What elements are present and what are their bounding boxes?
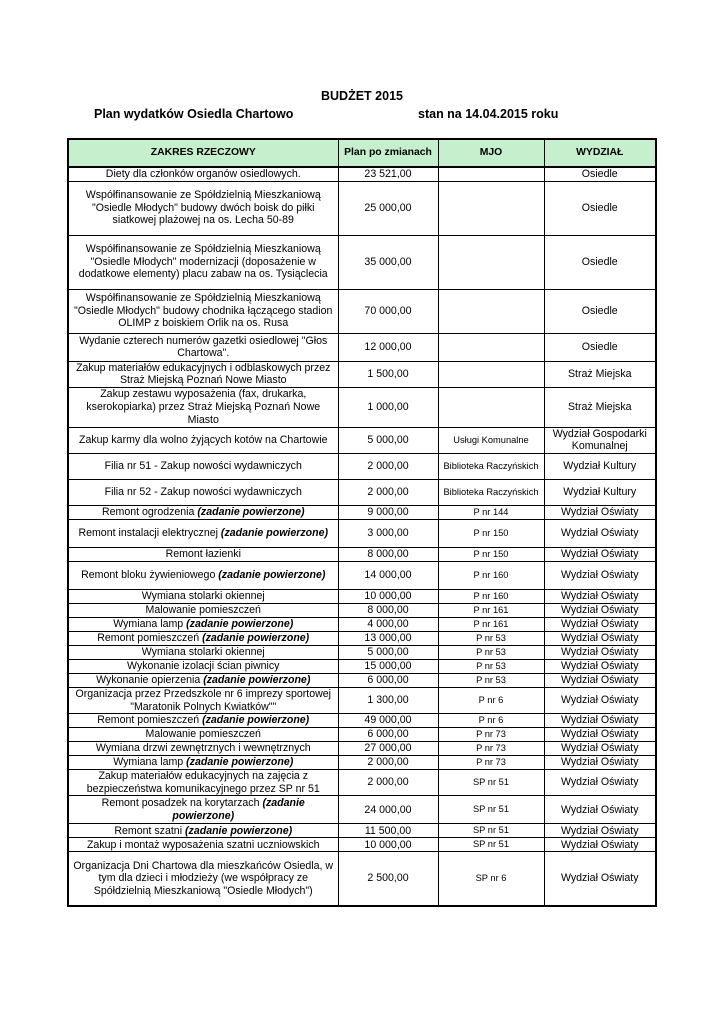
cell-scope <box>68 645 338 659</box>
cell-scope <box>68 589 338 603</box>
cell-scope <box>68 756 338 770</box>
cell-department: Wydział Oświaty <box>544 796 656 824</box>
cell-department: Wydział Gospodarki Komunalnej <box>544 427 656 453</box>
scope-note: (zadanie powierzone) <box>218 569 326 582</box>
table-row <box>68 673 656 687</box>
table-row <box>68 631 656 645</box>
table-row <box>68 756 656 770</box>
table-row <box>68 824 656 838</box>
cell-mjo: P nr 53 <box>438 673 544 687</box>
cell-department: Osiedle <box>544 289 656 333</box>
table-row <box>68 387 656 427</box>
cell-scope <box>68 617 338 631</box>
cell-mjo: P nr 161 <box>438 603 544 617</box>
table-row <box>68 235 656 289</box>
table-row <box>68 361 656 387</box>
cell-scope <box>68 742 338 756</box>
cell-department: Wydział Oświaty <box>544 824 656 838</box>
scope-text: Malowanie pomieszczeń <box>145 604 261 617</box>
cell-mjo: P nr 73 <box>438 728 544 742</box>
cell-plan-amount: 2 500,00 <box>338 852 438 906</box>
cell-scope <box>68 603 338 617</box>
cell-department: Wydział Oświaty <box>544 505 656 519</box>
cell-mjo: P nr 6 <box>438 714 544 728</box>
cell-scope <box>68 561 338 589</box>
cell-scope <box>68 631 338 645</box>
scope-note: (zadanie powierzone) <box>186 618 294 631</box>
cell-department: Wydział Oświaty <box>544 547 656 561</box>
cell-department: Wydział Oświaty <box>544 728 656 742</box>
cell-scope <box>68 852 338 906</box>
cell-scope <box>68 519 338 547</box>
scope-text: Remont instalacji elektrycznej <box>78 527 221 540</box>
table-row <box>68 770 656 796</box>
scope-note: (zadanie powierzone) <box>186 756 294 769</box>
scope-text: Wykonanie opierzenia <box>96 674 204 687</box>
cell-department: Wydział Oświaty <box>544 589 656 603</box>
cell-department: Osiedle <box>544 167 656 181</box>
cell-department: Osiedle <box>544 333 656 361</box>
cell-plan-amount: 11 500,00 <box>338 824 438 838</box>
cell-mjo: P nr 150 <box>438 547 544 561</box>
cell-scope <box>68 235 338 289</box>
cell-scope <box>68 167 338 181</box>
cell-mjo: P nr 160 <box>438 589 544 603</box>
budget-table <box>67 138 657 907</box>
cell-mjo: SP nr 6 <box>438 852 544 906</box>
cell-department: Osiedle <box>544 235 656 289</box>
scope-text: Wymiana lamp <box>113 756 187 769</box>
cell-plan-amount: 1 000,00 <box>338 387 438 427</box>
cell-scope <box>68 387 338 427</box>
scope-note: (zadanie powierzone) <box>185 824 293 837</box>
cell-plan-amount: 27 000,00 <box>338 742 438 756</box>
cell-plan-amount: 4 000,00 <box>338 617 438 631</box>
table-row <box>68 289 656 333</box>
column-header-department: WYDZIAŁ <box>544 139 656 167</box>
column-header-mjo: MJO <box>438 139 544 167</box>
cell-scope <box>68 333 338 361</box>
cell-plan-amount: 70 000,00 <box>338 289 438 333</box>
cell-mjo <box>438 289 544 333</box>
cell-department: Straż Miejska <box>544 361 656 387</box>
cell-plan-amount: 25 000,00 <box>338 181 438 235</box>
cell-plan-amount: 24 000,00 <box>338 796 438 824</box>
table-header-row <box>68 139 656 167</box>
cell-plan-amount: 2 000,00 <box>338 756 438 770</box>
cell-department: Straż Miejska <box>544 387 656 427</box>
cell-scope <box>68 673 338 687</box>
cell-mjo: P nr 53 <box>438 645 544 659</box>
cell-mjo <box>438 361 544 387</box>
table-row <box>68 181 656 235</box>
cell-plan-amount: 5 000,00 <box>338 427 438 453</box>
cell-mjo <box>438 235 544 289</box>
cell-scope <box>68 505 338 519</box>
scope-note: (zadanie powierzone) <box>202 714 310 727</box>
cell-plan-amount: 8 000,00 <box>338 547 438 561</box>
page-title: BUDŻET 2015 <box>321 89 403 103</box>
scope-text: Zakup materiałów edukacyjnych i odblaskowych przez Straż Miejską Poznań Nowe Miasto <box>76 361 331 387</box>
column-header-plan: Plan po zmianach <box>338 139 438 167</box>
cell-department: Wydział Oświaty <box>544 838 656 852</box>
cell-plan-amount: 1 500,00 <box>338 361 438 387</box>
cell-mjo: P nr 160 <box>438 561 544 589</box>
scope-text: Remont pomieszczeń <box>97 714 203 727</box>
table-row <box>68 659 656 673</box>
cell-plan-amount: 2 000,00 <box>338 479 438 505</box>
scope-text: Wymiana drzwi zewnętrznych i wewnętrznych <box>95 742 311 755</box>
column-header-scope: ZAKRES RZECZOWY <box>68 139 338 167</box>
scope-text: Remont posadzek na korytarzach <box>101 797 263 810</box>
scope-text: Remont szatni <box>114 824 185 837</box>
scope-text: Remont ogrodzenia <box>101 506 198 519</box>
scope-text: Zakup materiałów edukacyjnych na zajęcia z bezpieczeństwa komunikacyjnego przez SP nr 51 <box>86 770 320 795</box>
cell-department: Wydział Oświaty <box>544 770 656 796</box>
cell-mjo: P nr 53 <box>438 631 544 645</box>
scope-text: Wymiana stolarki okiennej <box>141 646 265 659</box>
cell-plan-amount: 6 000,00 <box>338 728 438 742</box>
cell-plan-amount: 12 000,00 <box>338 333 438 361</box>
scope-text: Wymiana lamp <box>113 618 187 631</box>
scope-text: Wykonanie izolacji ścian piwnicy <box>127 660 280 673</box>
cell-plan-amount: 6 000,00 <box>338 673 438 687</box>
cell-scope <box>68 714 338 728</box>
scope-text: Zakup karmy dla wolno żyjących kotów na Chartowie <box>79 434 328 447</box>
scope-text: Remont bloku żywieniowego <box>81 569 219 582</box>
scope-text: Wymiana stolarki okiennej <box>141 590 265 603</box>
table-row <box>68 167 656 181</box>
table-row <box>68 687 656 713</box>
table-row <box>68 427 656 453</box>
cell-scope <box>68 427 338 453</box>
cell-plan-amount: 2 000,00 <box>338 453 438 479</box>
cell-scope <box>68 687 338 713</box>
table-row <box>68 479 656 505</box>
cell-department: Wydział Oświaty <box>544 687 656 713</box>
table-row <box>68 333 656 361</box>
cell-mjo <box>438 167 544 181</box>
cell-plan-amount: 10 000,00 <box>338 589 438 603</box>
scope-text: Współfinansowanie ze Spółdzielnią Mieszkaniową "Osiedle Młodych" budowy chodnika łączącego stadion OLIMP z boiskiem Orlik na os. Rusa <box>74 292 333 330</box>
cell-department: Wydział Oświaty <box>544 714 656 728</box>
table-row <box>68 728 656 742</box>
scope-text: Remont pomieszczeń <box>97 632 203 645</box>
cell-mjo: SP nr 51 <box>438 838 544 852</box>
table-row <box>68 742 656 756</box>
scope-text: Zakup i montaż wyposażenia szatni uczniowskich <box>86 838 320 851</box>
cell-department: Wydział Oświaty <box>544 673 656 687</box>
cell-mjo: Biblioteka Raczyńskich <box>438 479 544 505</box>
table-row <box>68 796 656 824</box>
cell-scope <box>68 479 338 505</box>
cell-plan-amount: 35 000,00 <box>338 235 438 289</box>
cell-plan-amount: 2 000,00 <box>338 770 438 796</box>
cell-mjo: Biblioteka Raczyńskich <box>438 453 544 479</box>
cell-department: Wydział Kultury <box>544 479 656 505</box>
cell-plan-amount: 14 000,00 <box>338 561 438 589</box>
cell-department: Wydział Oświaty <box>544 603 656 617</box>
cell-scope <box>68 361 338 387</box>
cell-department: Wydział Oświaty <box>544 852 656 906</box>
cell-scope <box>68 547 338 561</box>
scope-text: Wydanie czterech numerów gazetki osiedlowej "Głos Chartowa". <box>79 334 328 360</box>
cell-department: Wydział Oświaty <box>544 659 656 673</box>
cell-scope <box>68 453 338 479</box>
scope-text: Malowanie pomieszczeń <box>145 728 261 741</box>
cell-scope <box>68 728 338 742</box>
cell-plan-amount: 23 521,00 <box>338 167 438 181</box>
cell-plan-amount: 10 000,00 <box>338 838 438 852</box>
cell-department: Wydział Oświaty <box>544 617 656 631</box>
cell-plan-amount: 3 000,00 <box>338 519 438 547</box>
cell-mjo: P nr 144 <box>438 505 544 519</box>
cell-mjo: P nr 53 <box>438 659 544 673</box>
cell-department: Wydział Oświaty <box>544 742 656 756</box>
cell-scope <box>68 796 338 824</box>
cell-plan-amount: 49 000,00 <box>338 714 438 728</box>
table-row <box>68 852 656 906</box>
page-subtitle: Plan wydatków Osiedla Chartowo <box>94 107 294 121</box>
cell-mjo: P nr 73 <box>438 756 544 770</box>
scope-note: (zadanie powierzone) <box>203 674 311 687</box>
table-row <box>68 645 656 659</box>
table-row <box>68 838 656 852</box>
table-row <box>68 547 656 561</box>
cell-scope <box>68 659 338 673</box>
cell-mjo <box>438 333 544 361</box>
cell-mjo: Usługi Komunalne <box>438 427 544 453</box>
status-date: stan na 14.04.2015 roku <box>418 107 559 121</box>
cell-department: Wydział Oświaty <box>544 519 656 547</box>
table-row <box>68 589 656 603</box>
cell-department: Wydział Oświaty <box>544 631 656 645</box>
cell-mjo: P nr 6 <box>438 687 544 713</box>
cell-plan-amount: 1 300,00 <box>338 687 438 713</box>
table-row <box>68 505 656 519</box>
scope-text: Diety dla członków organów osiedlowych. <box>105 168 301 180</box>
table-row <box>68 453 656 479</box>
cell-mjo <box>438 387 544 427</box>
scope-note: (zadanie powierzone) <box>197 506 305 519</box>
table-row <box>68 617 656 631</box>
table-row <box>68 714 656 728</box>
cell-plan-amount: 5 000,00 <box>338 645 438 659</box>
scope-note: (zadanie powierzone) <box>202 632 310 645</box>
cell-scope <box>68 770 338 796</box>
cell-mjo: SP nr 51 <box>438 796 544 824</box>
table-row <box>68 519 656 547</box>
scope-text: Współfinansowanie ze Spółdzielnią Mieszkaniową "Osiedle Młodych" modernizacji (doposażenie w dodatkowe elementy) placu zabaw na os. Tysiąclecia <box>78 243 328 281</box>
cell-plan-amount: 9 000,00 <box>338 505 438 519</box>
cell-mjo: SP nr 51 <box>438 770 544 796</box>
cell-department: Wydział Oświaty <box>544 561 656 589</box>
cell-plan-amount: 15 000,00 <box>338 659 438 673</box>
cell-mjo: P nr 150 <box>438 519 544 547</box>
scope-text: Współfinansowanie ze Spółdzielnią Mieszkaniową "Osiedle Młodych" budowy dwóch boisk do piłki siatkowej plażowej na os. Lecha 50-89 <box>85 189 321 227</box>
cell-mjo: SP nr 51 <box>438 824 544 838</box>
cell-department: Wydział Kultury <box>544 453 656 479</box>
cell-plan-amount: 8 000,00 <box>338 603 438 617</box>
scope-note: (zadanie powierzone) <box>172 797 305 822</box>
table-row <box>68 603 656 617</box>
cell-scope <box>68 289 338 333</box>
scope-text: Organizacja Dni Chartowa dla mieszkańców Osiedla, w tym dla dzieci i młodzieży (we współpracy ze Spółdzielnią Mieszkaniową "Osiedle Młodych") <box>73 859 334 897</box>
scope-text: Remont łazienki <box>165 548 241 561</box>
scope-note: (zadanie powierzone) <box>220 527 329 540</box>
cell-scope <box>68 838 338 852</box>
scope-text: Filia nr 51 - Zakup nowości wydawniczych <box>104 460 302 473</box>
table-row <box>68 561 656 589</box>
scope-text: Zakup zestawu wyposażenia (fax, drukarka, kserokopiarka) przez Straż Miejską Poznań Nowe Miasto <box>86 388 321 426</box>
scope-text: Filia nr 52 - Zakup nowości wydawniczych <box>104 486 302 499</box>
cell-mjo: P nr 161 <box>438 617 544 631</box>
cell-department: Osiedle <box>544 181 656 235</box>
cell-plan-amount: 13 000,00 <box>338 631 438 645</box>
cell-scope <box>68 181 338 235</box>
cell-department: Wydział Oświaty <box>544 645 656 659</box>
cell-mjo: P nr 73 <box>438 742 544 756</box>
cell-mjo <box>438 181 544 235</box>
cell-department: Wydział Oświaty <box>544 756 656 770</box>
cell-scope <box>68 824 338 838</box>
scope-text: Organizacja przez Przedszkole nr 6 imprezy sportowej "Maratonik Polnych Kwiatków"" <box>75 687 332 713</box>
